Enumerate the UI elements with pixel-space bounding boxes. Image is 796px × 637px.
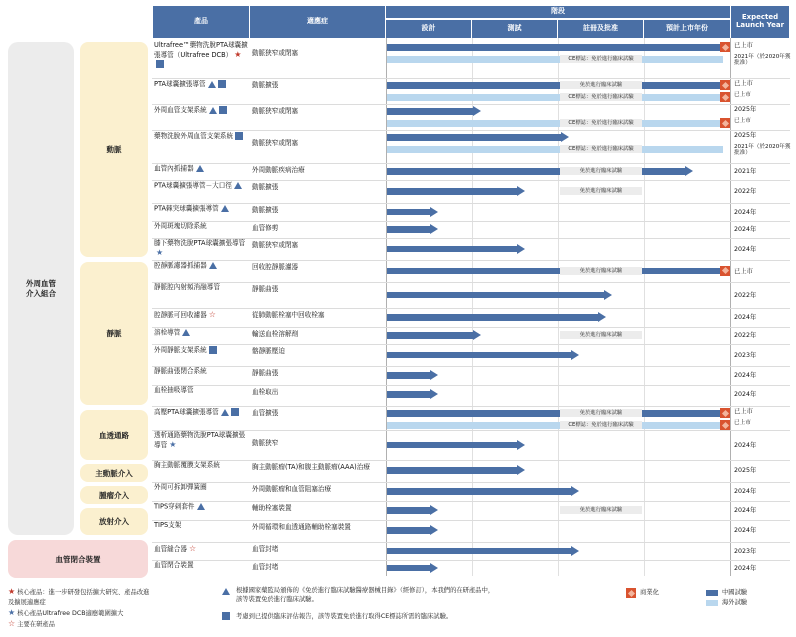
header-product-label: 產品 xyxy=(194,17,208,26)
expected-year: 2024年 xyxy=(734,391,757,398)
expected-year: 2024年 xyxy=(734,488,757,495)
product-name xyxy=(154,165,248,173)
category-radiation xyxy=(80,508,148,535)
exemption-note: 免於進行臨床試驗 xyxy=(560,331,642,339)
expected-year: 2024年 xyxy=(734,226,757,233)
indication-text: 髂靜脈壓迫 xyxy=(252,347,285,355)
bar-arrow-head xyxy=(598,312,606,322)
product-name-text: Ultrafree™藥物洗脫PTA球囊擴張導管（Ultrafree DCB） xyxy=(154,41,248,59)
bar-arrow-head xyxy=(561,132,569,142)
product-name xyxy=(154,223,248,231)
legend-star-red xyxy=(8,586,150,607)
stage-test xyxy=(472,20,558,38)
legend-cn-trial-text: 中國試驗 xyxy=(722,589,748,596)
expected-year: 已上市 xyxy=(734,408,753,415)
expected-year-secondary: 已上市 xyxy=(734,92,751,98)
product-name-text: PTA球囊擴張導管 xyxy=(154,80,206,88)
china-trial-bar xyxy=(387,44,723,51)
key-star-icon: ☆ xyxy=(188,544,197,553)
product-name-text: 胸主動脈覆膜支架系統 xyxy=(154,461,220,469)
expected-year: 已上市 xyxy=(734,80,753,87)
china-trial-bar xyxy=(387,372,431,379)
bar-arrow-head xyxy=(517,244,525,254)
product-name xyxy=(154,284,248,292)
commercialized-flag-icon xyxy=(720,42,730,52)
legend-star-outline-text: 主要在研產品 xyxy=(17,621,55,629)
category-radiation-label: 放射介入 xyxy=(99,517,129,526)
expected-year: 已上市 xyxy=(734,42,753,49)
row-divider xyxy=(152,366,790,367)
category-vein xyxy=(80,262,148,405)
expected-year-secondary: 2021年（於2020年獲批准） xyxy=(734,144,791,157)
exemption-note: 免於進行臨床試驗 xyxy=(560,81,642,89)
indication-text: 外周動脈疾病治療 xyxy=(252,166,305,174)
category-artery xyxy=(80,42,148,257)
commercialized-flag-icon xyxy=(720,92,730,102)
expected-year: 2024年 xyxy=(734,564,757,572)
row-divider xyxy=(152,406,790,407)
product-name-text: TIPS穿刺套件 xyxy=(154,502,195,511)
bar-arrow-head xyxy=(430,525,438,535)
legend-commercialized xyxy=(626,588,659,598)
commercialized-flag-icon xyxy=(720,420,730,430)
stage-divider xyxy=(730,38,731,576)
category-access xyxy=(80,410,148,460)
product-name xyxy=(154,262,248,270)
header-expected xyxy=(731,6,789,38)
legend-os-trial xyxy=(706,598,747,607)
header-expected-label: Expected Launch Year xyxy=(735,13,785,29)
category-tumor xyxy=(80,486,148,504)
stage-test-label: 測試 xyxy=(507,24,522,33)
exempt-triangle-icon xyxy=(196,165,204,172)
legend-star-outline xyxy=(8,618,150,630)
indication-text: 動脈擴張 xyxy=(252,183,279,191)
legend-star-blue xyxy=(8,607,150,619)
legend-star-red-text: 核心產品：進一步研發包括擴大研究、產品改進及擴展適應症 xyxy=(8,588,150,606)
legend-square-text: 考慮到已提供臨床評估報告，該等裝置免於進行取得CE標誌所需的臨床試驗。 xyxy=(236,613,453,620)
product-name xyxy=(154,346,248,355)
indication-text: 動脈狹窄或閉塞 xyxy=(252,107,299,115)
china-trial-bar xyxy=(387,352,572,359)
product-name-text: PTA棘突球囊擴張導管 xyxy=(154,204,219,213)
expected-year: 2024年 xyxy=(734,507,757,514)
product-name xyxy=(154,432,248,450)
square-icon xyxy=(222,612,230,620)
cn-trial-swatch xyxy=(706,590,718,596)
product-name xyxy=(154,80,248,89)
expected-year: 2023年 xyxy=(734,547,757,555)
stage-registration-label: 註冊及批准 xyxy=(583,24,618,33)
china-trial-bar xyxy=(387,548,572,555)
exemption-note: CE標誌：免於進行臨床試驗 xyxy=(560,145,642,153)
row-divider xyxy=(152,327,790,328)
china-trial-bar xyxy=(387,467,518,474)
exempt-triangle-icon xyxy=(234,182,242,189)
legend-os-trial-text: 海外試驗 xyxy=(722,599,748,606)
commercialized-flag-icon xyxy=(626,588,636,598)
legend-commercialized-text: 商業化 xyxy=(640,589,659,597)
expansion-star-icon: ★ xyxy=(169,439,177,449)
bar-arrow-head xyxy=(430,389,438,399)
row-divider xyxy=(152,104,790,105)
ce-square-icon xyxy=(219,106,227,114)
exemption-note: 免於進行臨床試驗 xyxy=(560,506,642,514)
product-name-text: 血栓抽吸導管 xyxy=(154,386,194,394)
row-divider xyxy=(152,542,790,543)
row-divider xyxy=(152,460,790,461)
product-name xyxy=(154,484,248,492)
exempt-triangle-icon xyxy=(221,205,229,212)
commercialized-flag-icon xyxy=(720,118,730,128)
row-divider xyxy=(152,482,790,483)
row-divider xyxy=(152,203,790,204)
indication-text: 胸主動脈瘤(TA)和腹主動脈瘤(AAA)治療 xyxy=(252,463,370,471)
product-name xyxy=(154,240,248,258)
triangle-icon xyxy=(222,588,230,595)
product-name-text: 外周可拆卸彈簧圈 xyxy=(154,483,207,491)
product-name-text: 靜脈曲張閉合系統 xyxy=(154,367,207,375)
stage-launch xyxy=(644,20,730,38)
product-name-text: 外周血管支架系統 xyxy=(154,106,207,114)
indication-text: 動脈擴張 xyxy=(252,206,279,214)
header-stage-label: 階段 xyxy=(551,7,565,16)
bar-arrow-head xyxy=(430,505,438,515)
bar-arrow-head xyxy=(571,486,579,496)
category-closure-label: 血管閉合裝置 xyxy=(55,554,101,564)
bar-arrow-head xyxy=(517,186,525,196)
commercialized-flag-icon xyxy=(720,80,730,90)
exempt-triangle-icon xyxy=(197,503,205,510)
row-divider xyxy=(152,385,790,386)
category-closure xyxy=(8,540,148,578)
product-name xyxy=(154,387,248,395)
product-name xyxy=(154,462,248,470)
exemption-note: 免於進行臨床試驗 xyxy=(560,267,642,275)
category-peripheral-label: 外周血管介入組合 xyxy=(26,278,56,298)
china-trial-bar xyxy=(387,226,431,233)
indication-text: 血栓取出 xyxy=(252,388,279,396)
overseas-trial-bar xyxy=(387,146,723,153)
stage-divider xyxy=(558,38,559,576)
overseas-trial-bar xyxy=(387,120,723,127)
indication-text: 血管修剪 xyxy=(252,224,279,232)
china-trial-bar xyxy=(387,188,518,195)
row-divider xyxy=(152,78,790,79)
product-name xyxy=(154,503,248,511)
product-name-text: 膝下藥物洗脫PTA球囊擴張導管 xyxy=(154,239,246,247)
product-name-text: 腔靜脈濾器抓捕器 xyxy=(154,261,207,270)
china-trial-bar xyxy=(387,134,562,141)
os-trial-swatch xyxy=(706,600,718,606)
bar-arrow-head xyxy=(571,350,579,360)
ce-square-icon xyxy=(218,80,226,88)
product-name-text: 溶栓導管 xyxy=(154,328,181,337)
bar-arrow-head xyxy=(517,465,525,475)
indication-text: 動脈擴張 xyxy=(252,81,279,89)
product-name-text: 高壓PTA球囊擴張導管 xyxy=(154,408,219,416)
china-trial-bar xyxy=(387,410,723,417)
bar-arrow-head xyxy=(517,440,525,450)
product-name xyxy=(154,132,248,141)
product-name-text: PTA球囊擴張導管－大口徑 xyxy=(154,181,232,190)
china-trial-bar xyxy=(387,314,599,321)
row-divider xyxy=(152,221,790,222)
row-divider xyxy=(152,501,790,502)
china-trial-bar xyxy=(387,442,518,449)
bar-arrow-head xyxy=(604,290,612,300)
china-trial-bar xyxy=(387,209,431,216)
stage-registration xyxy=(558,20,644,38)
legend-core xyxy=(8,586,150,630)
indication-text: 從肺動脈栓塞中回收栓塞 xyxy=(252,311,325,319)
bar-arrow-head xyxy=(473,106,481,116)
exempt-triangle-icon xyxy=(221,409,229,416)
expected-year: 2021年 xyxy=(734,168,757,175)
product-name xyxy=(154,42,248,69)
product-name-text: TIPS支架 xyxy=(154,521,182,529)
overseas-trial-bar xyxy=(387,422,723,429)
indication-text: 動脈狹窄或閉塞 xyxy=(252,241,299,249)
stage-divider xyxy=(386,38,387,576)
category-aortic xyxy=(80,464,148,482)
exempt-triangle-icon xyxy=(209,262,217,269)
expected-year: 已上市 xyxy=(734,267,753,275)
product-name xyxy=(154,562,248,570)
expected-year: 2024年 xyxy=(734,441,757,449)
indication-text: 靜脈曲張 xyxy=(252,285,279,293)
expected-year: 2025年 xyxy=(734,132,757,139)
header-indication-label: 適應症 xyxy=(307,17,328,26)
indication-text: 動脈狹窄或閉塞 xyxy=(252,49,299,57)
legend-star-blue-text: 核心產品Ultrafree DCB適應範圍擴大 xyxy=(17,609,124,617)
expansion-star-icon: ★ xyxy=(156,247,164,257)
stage-design xyxy=(386,20,472,38)
commercialized-flag-icon xyxy=(720,266,730,276)
category-peripheral xyxy=(8,42,74,535)
expected-year: 2022年 xyxy=(734,291,757,299)
product-name-text: 血管內抓捕器 xyxy=(154,164,194,173)
category-access-label: 血透通路 xyxy=(99,430,129,440)
expected-year: 2024年 xyxy=(734,372,757,379)
expected-year: 2024年 xyxy=(734,314,757,321)
expected-year: 2024年 xyxy=(734,208,757,216)
expected-year: 2025年 xyxy=(734,467,757,474)
product-name xyxy=(154,329,248,337)
indication-text: 回收腔靜脈濾器 xyxy=(252,263,299,271)
product-name xyxy=(154,544,248,554)
legend-triangle xyxy=(222,586,497,604)
row-divider xyxy=(152,520,790,521)
china-trial-bar xyxy=(387,488,572,495)
product-name-text: 靜脈腔內射頻消融導管 xyxy=(154,283,220,291)
product-name xyxy=(154,522,248,530)
china-trial-bar xyxy=(387,565,431,572)
row-divider xyxy=(152,308,790,309)
row-divider xyxy=(152,260,790,261)
product-name xyxy=(154,106,248,115)
bar-arrow-head xyxy=(430,207,438,217)
product-name-text: 腔靜脈可回收濾器 xyxy=(154,310,207,319)
ce-square-icon xyxy=(209,346,217,354)
category-artery-label: 動脈 xyxy=(106,145,122,154)
exemption-note: CE標誌：免於進行臨床試驗 xyxy=(560,93,642,101)
exemption-note: CE標誌：免於進行臨床試驗 xyxy=(560,421,642,429)
expected-year-secondary: 2021年（於2020年獲批准） xyxy=(734,54,791,67)
header-stage xyxy=(386,6,730,19)
product-name xyxy=(154,310,248,320)
indication-text: 外周循環和血透通路輔助栓塞裝置 xyxy=(252,523,351,531)
exempt-triangle-icon xyxy=(208,81,216,88)
key-star-icon: ☆ xyxy=(208,310,216,319)
bar-arrow-head xyxy=(685,166,693,176)
ce-square-icon xyxy=(156,60,164,68)
row-divider xyxy=(152,163,790,164)
product-name-text: 外周靜脈支架系統 xyxy=(154,346,207,354)
stage-launch-label: 預計上市年份 xyxy=(666,24,708,33)
expected-year: 2025年 xyxy=(734,106,757,113)
expected-year: 2024年 xyxy=(734,527,757,534)
indication-text: 血管封堵 xyxy=(252,545,279,553)
expected-year: 2022年 xyxy=(734,332,757,339)
product-name xyxy=(154,182,248,190)
product-name-text: 血管閉合裝置 xyxy=(154,561,194,569)
overseas-trial-bar xyxy=(387,56,723,63)
indication-text: 外周動脈瘤和血管阻塞治療 xyxy=(252,485,332,493)
ce-square-icon xyxy=(231,408,239,416)
bar-arrow-head xyxy=(430,224,438,234)
exempt-triangle-icon xyxy=(182,329,190,336)
legend-triangle-text: 根據國家藥監局頒佈的《免於進行臨床試驗醫療器械目錄》（經修訂），本我們的在研產品中，該等裝置免於進行臨床試驗。 xyxy=(236,587,495,604)
expected-year-secondary: 已上市 xyxy=(734,118,751,124)
row-divider xyxy=(152,344,790,345)
indication-text: 動脈狹窄或閉塞 xyxy=(252,139,299,147)
bar-arrow-head xyxy=(430,370,438,380)
exemption-note: 免於進行臨床試驗 xyxy=(560,167,642,175)
expected-year: 2023年 xyxy=(734,351,757,359)
china-trial-bar xyxy=(387,332,474,339)
bar-arrow-head xyxy=(473,330,481,340)
star-red-icon: ★ xyxy=(8,587,16,596)
china-trial-bar xyxy=(387,246,518,253)
category-tumor-label: 腫瘤介入 xyxy=(99,490,129,500)
exemption-note: 免於進行臨床試驗 xyxy=(560,409,642,417)
expected-year-secondary: 已上市 xyxy=(734,420,751,426)
china-trial-bar xyxy=(387,82,723,89)
stage-design-label: 設計 xyxy=(421,24,436,33)
category-vein-label: 靜脈 xyxy=(106,329,122,338)
china-trial-bar xyxy=(387,527,431,534)
bar-arrow-head xyxy=(430,563,438,573)
legend-square xyxy=(222,612,512,621)
header-indication xyxy=(250,6,385,38)
china-trial-bar xyxy=(387,292,605,299)
china-trial-bar xyxy=(387,108,474,115)
exemption-note: 免於進行臨床試驗 xyxy=(560,187,642,195)
product-name xyxy=(154,205,248,213)
product-name-text: 藥物洗脫外周血管支架系統 xyxy=(154,132,234,140)
china-trial-bar xyxy=(387,268,723,275)
star-blue-icon: ★ xyxy=(8,607,16,617)
row-divider xyxy=(152,282,790,283)
indication-text: 血管封堵 xyxy=(252,563,279,571)
product-name xyxy=(154,368,248,376)
header-product xyxy=(153,6,249,38)
row-divider xyxy=(152,430,790,431)
expected-year: 2024年 xyxy=(734,245,757,253)
product-name-text: 外周斑塊切除系統 xyxy=(154,222,207,230)
commercialized-flag-icon xyxy=(720,408,730,418)
exemption-note: CE標誌：免於進行臨床試驗 xyxy=(560,119,642,127)
product-name-text: 血管縫合器 xyxy=(154,544,187,553)
exemption-note: CE標誌：免於進行臨床試驗 xyxy=(560,55,642,63)
stage-divider xyxy=(644,38,645,576)
exempt-triangle-icon xyxy=(209,107,217,114)
row-divider xyxy=(152,238,790,239)
row-divider xyxy=(152,180,790,181)
category-aortic-label: 主動脈介入 xyxy=(95,468,133,478)
row-divider xyxy=(152,560,790,561)
star-outline-icon: ☆ xyxy=(8,619,16,629)
core-star-icon: ★ xyxy=(234,49,242,59)
bar-arrow-head xyxy=(571,546,579,556)
expected-year: 2022年 xyxy=(734,188,757,195)
legend-cn-trial xyxy=(706,588,747,597)
overseas-trial-bar xyxy=(387,94,723,101)
china-trial-bar xyxy=(387,391,431,398)
indication-text: 輸送血栓溶解劑 xyxy=(252,330,299,338)
indication-text: 輔助栓塞裝置 xyxy=(252,504,292,512)
row-divider xyxy=(152,130,790,131)
china-trial-bar xyxy=(387,507,431,514)
stage-divider xyxy=(472,38,473,576)
product-name-text: 透析通路藥物洗脫PTA球囊擴張導管 xyxy=(154,431,246,449)
product-name xyxy=(154,408,248,417)
indication-text: 血管擴張 xyxy=(252,409,279,417)
ce-square-icon xyxy=(235,132,243,140)
indication-text: 靜脈曲張 xyxy=(252,369,279,377)
indication-text: 動脈狹窄 xyxy=(252,439,279,447)
